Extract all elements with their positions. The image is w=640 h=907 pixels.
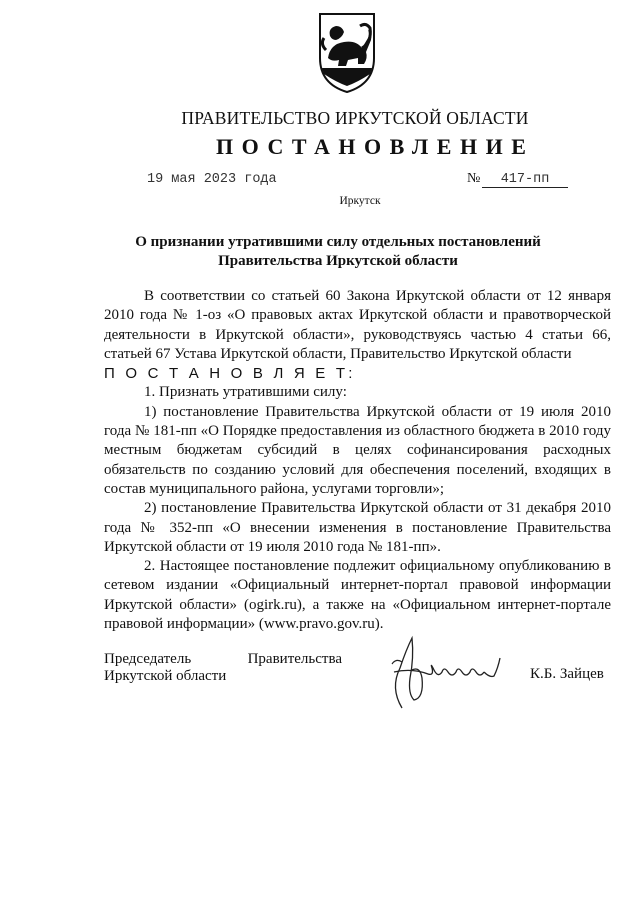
subject-line-1: О признании утратившими силу отдельных постановлений: [135, 234, 541, 250]
item-1-heading: 1. Признать утратившими силу:: [144, 384, 347, 401]
signatory-name: К.Б. Зайцев: [530, 666, 604, 682]
position-word-1: Председатель: [104, 651, 192, 667]
handwritten-signature: [372, 628, 522, 718]
document-number-label: №: [467, 171, 481, 186]
decree-verb: П О С Т А Н О В Л Я Е Т:: [104, 365, 356, 383]
document-number: 417-пп: [482, 172, 568, 188]
position-line-2: Иркутской области: [104, 668, 227, 684]
government-title: ПРАВИТЕЛЬСТВО ИРКУТСКОЙ ОБЛАСТИ: [181, 108, 529, 128]
document-city: Иркутск: [339, 195, 381, 207]
signatory-position: [104, 651, 342, 685]
document-subject: [108, 233, 568, 271]
item-2-paragraph: 2. Настоящее постановление подлежит официальному опубликованию в сетевом издании «Официальный интернет-портал правовой информации Иркутской области» (ogirk.ru), а также на «Официальном интернет-портале правовой информации» (www.pravo.gov.ru).: [104, 558, 611, 633]
position-word-2: Правительства: [247, 651, 342, 667]
preamble-paragraph: В соответствии со статьей 60 Закона Иркутской области от 12 января 2010 года № 1-оз «О правовых актах Иркутской области и правотворческой деятельности в Иркутской области», руководствуясь частью 4 статьи 66, статьей 67 Устава Иркутской области, Правительство Иркутской области: [104, 288, 611, 362]
document-body: [104, 287, 611, 634]
document-type-title: ПОСТАНОВЛЕНИЕ: [216, 134, 535, 159]
coat-of-arms-icon: [298, 8, 396, 96]
document-date: 19 мая 2023 года: [147, 172, 277, 187]
subject-line-2: Правительства Иркутской области: [218, 253, 458, 269]
position-line-1: [104, 651, 342, 668]
item-1-2-paragraph: 2) постановление Правительства Иркутской области от 31 декабря 2010 года № 352-пп «О внесении изменения в постановление Правительства Иркутской области от 19 июля 2010 года № 181-пп».: [104, 500, 611, 555]
item-1-1-paragraph: 1) постановление Правительства Иркутской области от 19 июля 2010 года № 181-пп «О Порядке предоставления из областного бюджета в 2010 году местным бюджетам субсидий в целях софинансирования расходных обязательств по созданию условий для обеспечения поселений, входящих в состав муниципального района, услугами торговли»;: [104, 403, 611, 497]
